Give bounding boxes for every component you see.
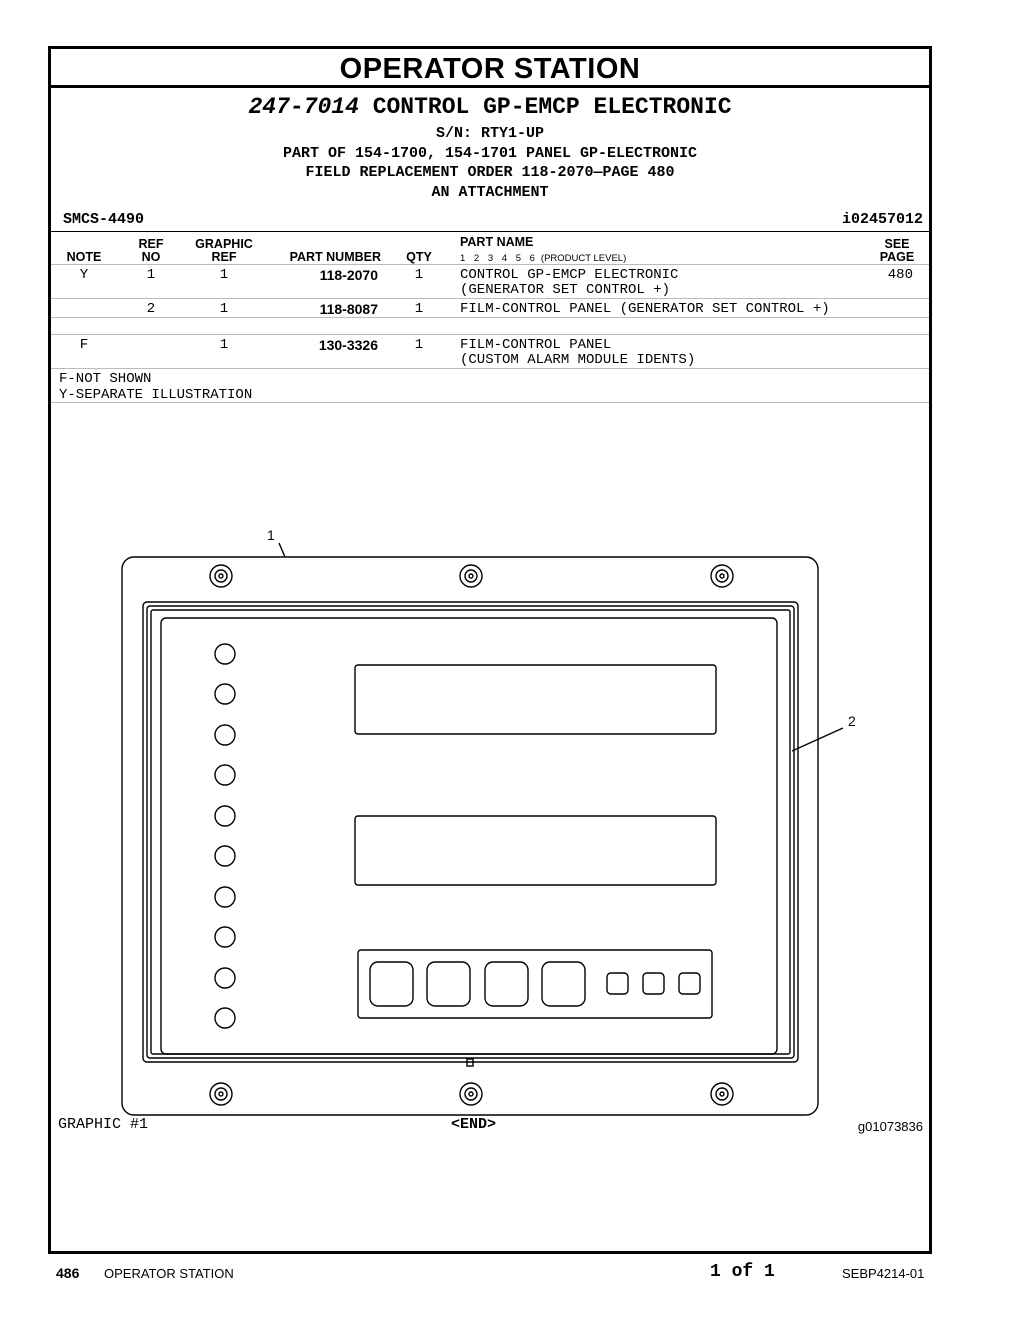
- key-button-3: [485, 962, 528, 1006]
- graphic-label: GRAPHIC #1: [58, 1116, 149, 1133]
- indicator-lamp: [215, 725, 235, 745]
- footnote-f: F-NOT SHOWN: [59, 371, 152, 387]
- panel-illustration: [51, 49, 929, 1249]
- indicator-lamp: [215, 927, 235, 947]
- indicator-lamp: [215, 887, 235, 907]
- row-part-name: CONTROL GP-EMCP ELECTRONIC: [460, 267, 679, 283]
- row-qty: 1: [414, 267, 424, 283]
- row-note: Y: [79, 267, 89, 283]
- row-part-name: FILM-CONTROL PANEL: [460, 337, 612, 353]
- group-part-title: CONTROL GP-EMCP ELECTRONIC: [372, 94, 732, 120]
- row-graphic: 1: [219, 301, 229, 317]
- col-ref-top: REF: [138, 237, 164, 251]
- col-graphic-top: GRAPHIC: [195, 237, 253, 251]
- group-part-number: 247-7014: [248, 94, 359, 120]
- mounting-screw: [460, 565, 482, 587]
- row-qty: 1: [414, 337, 424, 353]
- mounting-screw: [210, 565, 232, 587]
- illustration-id: i02457012: [841, 211, 923, 228]
- product-level-numbers: 1 2 3 4 5 6: [460, 253, 535, 264]
- col-graphic-bottom: REF: [211, 250, 237, 264]
- doc-id: SEBP4214-01: [842, 1266, 925, 1281]
- graphic-id: g01073836: [857, 1119, 923, 1134]
- row-graphic: 1: [219, 267, 229, 283]
- key-button-1: [370, 962, 413, 1006]
- key-button-2: [427, 962, 470, 1006]
- section-title: OPERATOR STATION: [51, 49, 929, 88]
- footer-section: OPERATOR STATION: [104, 1266, 234, 1281]
- key-button-4: [542, 962, 585, 1006]
- indicator-lamp: [215, 846, 235, 866]
- row-part-number: 130-3326: [318, 337, 378, 353]
- mounting-screw: [711, 565, 733, 587]
- display-panel: [161, 618, 777, 1054]
- footnote-y: Y-SEPARATE ILLUSTRATION: [59, 387, 253, 403]
- callout-1: 1: [267, 527, 275, 543]
- indicator-lamp: [215, 644, 235, 664]
- small-key-1: [607, 973, 628, 994]
- mounting-screw: [711, 1083, 733, 1105]
- row-part-number: 118-2070: [319, 267, 378, 283]
- attachment-line: AN ATTACHMENT: [431, 184, 549, 201]
- small-key-2: [643, 973, 664, 994]
- product-level-label: (PRODUCT LEVEL): [540, 253, 627, 264]
- col-part-number: PART NUMBER: [289, 250, 381, 264]
- page-frame: [48, 46, 932, 1254]
- row-part-name: FILM-CONTROL PANEL (GENERATOR SET CONTROL +): [460, 301, 830, 317]
- lower-display-screen: [355, 816, 716, 885]
- row-note: F: [79, 337, 89, 353]
- col-part-name: PART NAME: [460, 235, 534, 249]
- indicator-lamp: [215, 684, 235, 704]
- page-number: 486: [56, 1265, 80, 1281]
- mounting-screw: [210, 1083, 232, 1105]
- serial-number: S/N: RTY1-UP: [435, 125, 545, 142]
- end-label: <END>: [451, 1116, 497, 1133]
- upper-display-screen: [355, 665, 716, 734]
- row-qty: 1: [414, 301, 424, 317]
- callout-2: 2: [848, 713, 856, 729]
- field-order-line: FIELD REPLACEMENT ORDER 118-2070—PAGE 480: [305, 164, 675, 181]
- smcs-code: SMCS-4490: [63, 211, 145, 228]
- col-see-top: SEE: [884, 237, 910, 251]
- col-see-bottom: PAGE: [879, 250, 915, 264]
- small-key-3: [679, 973, 700, 994]
- indicator-lamp: [215, 1008, 235, 1028]
- row-ref: 1: [146, 267, 156, 283]
- row-see-page: 480: [887, 267, 913, 283]
- row-part-name-2: (GENERATOR SET CONTROL +): [460, 282, 671, 298]
- indicator-lamp: [215, 765, 235, 785]
- row-graphic: 1: [219, 337, 229, 353]
- page-of: 1 of 1: [710, 1262, 775, 1282]
- part-of-line: PART OF 154-1700, 154-1701 PANEL GP-ELECTRONIC: [282, 145, 698, 162]
- col-note: NOTE: [66, 250, 102, 264]
- indicator-lamp: [215, 968, 235, 988]
- col-ref-bottom: NO: [141, 250, 161, 264]
- keypad-area: [358, 950, 712, 1018]
- outer-bezel: [122, 557, 818, 1115]
- callout-1-leader: [279, 543, 285, 557]
- col-qty: QTY: [406, 250, 432, 264]
- mounting-screw: [460, 1083, 482, 1105]
- row-part-name-2: (CUSTOM ALARM MODULE IDENTS): [460, 352, 696, 368]
- indicator-lamp: [215, 806, 235, 826]
- row-ref: 2: [146, 301, 156, 317]
- row-part-number: 118-8087: [319, 301, 378, 317]
